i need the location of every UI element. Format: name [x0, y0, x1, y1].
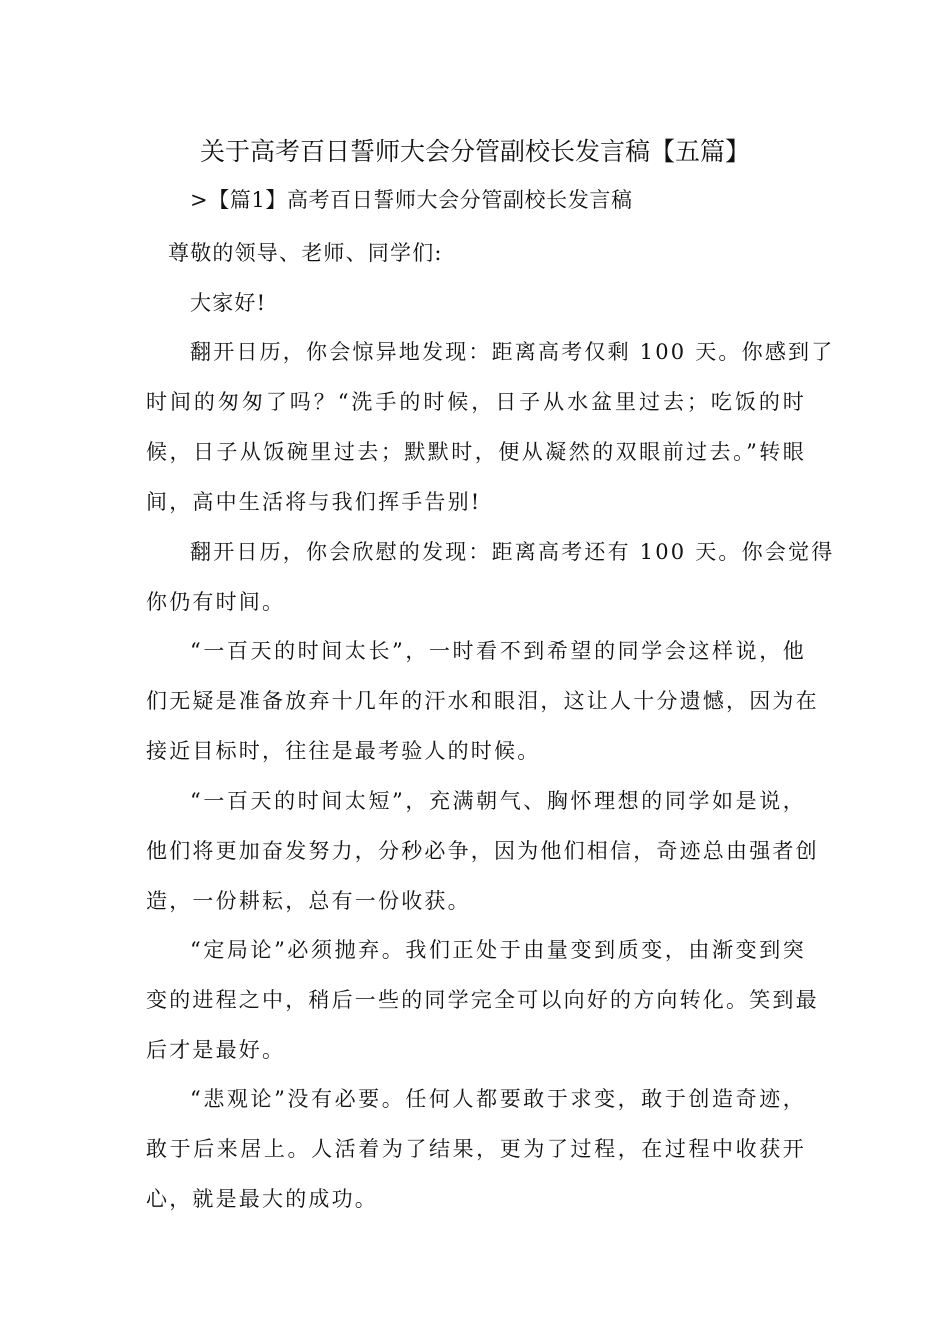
paragraph-line: 后才是最好。 [146, 1038, 286, 1062]
paragraph-line: 翻开日历，你会欣慰的发现：距离高考还有 100 天。你会觉得 [190, 540, 835, 564]
paragraph-line: 翻开日历，你会惊异地发现：距离高考仅剩 100 天。你感到了 [190, 340, 835, 364]
paragraph-line: 造，一份耕耘，总有一份收获。 [146, 889, 471, 913]
paragraph-line: “悲观论”没有必要。任何人都要敢于求变，敢于创造奇迹， [190, 1087, 806, 1111]
paragraph-line: 们无疑是准备放弃十几年的汗水和眼泪，这让人十分遗憾，因为在 [146, 689, 819, 713]
document-title: 关于高考百日誓师大会分管副校长发言稿【五篇】 [199, 137, 750, 166]
paragraph-line: 心，就是最大的成功。 [146, 1187, 378, 1211]
paragraph-line: 候，日子从饭碗里过去；默默时，便从凝然的双眼前过去。”转眼 [146, 440, 806, 464]
paragraph-line: 间，高中生活将与我们挥手告别! [146, 490, 482, 514]
paragraph-line: “一百天的时间太长”，一时看不到希望的同学会这样说，他 [190, 639, 806, 663]
paragraph-line: “定局论”必须抛弃。我们正处于由量变到质变，由渐变到突 [190, 938, 806, 962]
paragraph-line: “一百天的时间太短”，充满朝气、胸怀理想的同学如是说， [190, 789, 806, 813]
section-heading: >【篇1】高考百日誓师大会分管副校长发言稿 [190, 188, 633, 212]
paragraph-line: 变的进程之中，稍后一些的同学完全可以向好的方向转化。笑到最 [146, 988, 819, 1012]
paragraph-line: 接近目标时，往往是最考验人的时候。 [146, 739, 541, 763]
paragraph-line: 敢于后来居上。人活着为了结果，更为了过程，在过程中收获开 [146, 1137, 806, 1161]
paragraph-line: 时间的匆匆了吗？“洗手的时候，日子从水盆里过去；吃饭的时 [146, 390, 806, 414]
paragraph-line: 他们将更加奋发努力，分秒必争，因为他们相信，奇迹总由强者创 [146, 839, 819, 863]
greeting: 大家好! [190, 291, 267, 315]
paragraph-line: 你仍有时间。 [146, 590, 286, 614]
salutation: 尊敬的领导、老师、同学们: [168, 241, 443, 265]
